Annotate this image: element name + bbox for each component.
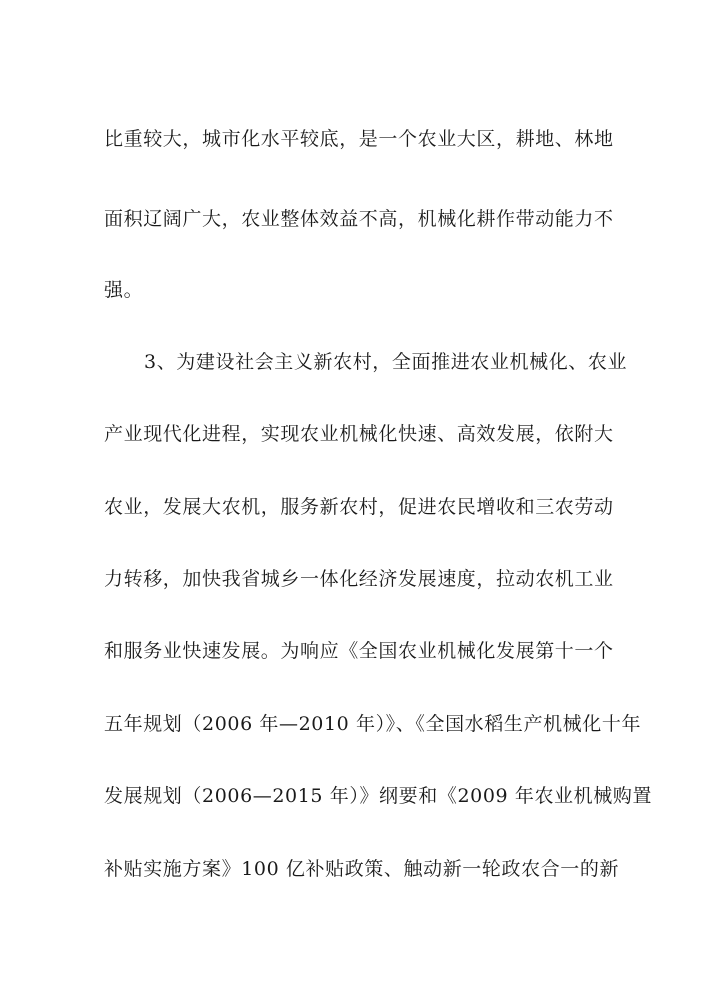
text-line-3: 强。	[104, 279, 144, 301]
text-line-6: 农业，发展大农机，服务新农村，促进农民增收和三农劳动	[104, 496, 614, 518]
text-line-10: 发展规划（2006—2015 年）》纲要和《2009 年农业机械购置	[104, 785, 653, 807]
text-line-5: 产业现代化进程，实现农业机械化快速、高效发展，依附大	[104, 423, 614, 445]
text-line-7: 力转移，加快我省城乡一体化经济发展速度，拉动农机工业	[104, 568, 614, 590]
text-line-4: 3、为建设社会主义新农村，全面推进农业机械化、农业	[144, 351, 628, 373]
text-line-8: 和服务业快速发展。为响应《全国农业机械化发展第十一个	[104, 640, 614, 662]
text-line-2: 面积辽阔广大，农业整体效益不高，机械化耕作带动能力不	[104, 208, 614, 230]
text-line-9: 五年规划（2006 年—2010 年）》、《全国水稻生产机械化十年	[104, 713, 642, 735]
text-line-1: 比重较大，城市化水平较底，是一个农业大区，耕地、林地	[104, 128, 614, 150]
text-line-11: 补贴实施方案》100 亿补贴政策、触动新一轮政农合一的新	[104, 858, 620, 880]
